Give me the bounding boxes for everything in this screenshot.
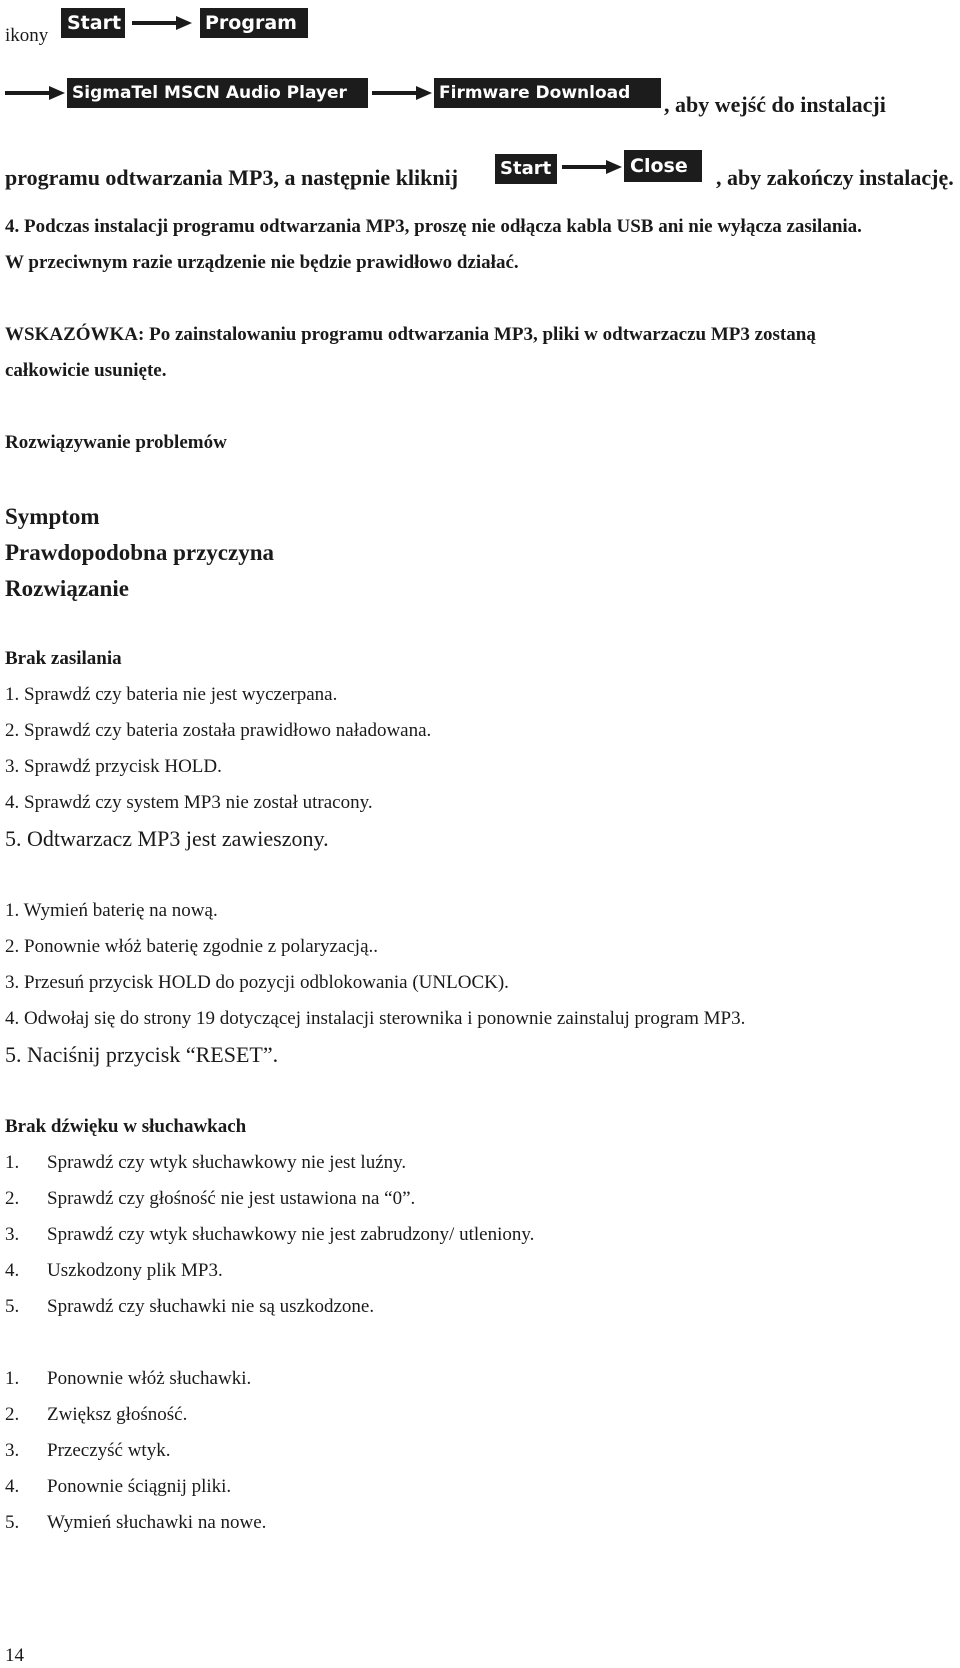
intro-after-close-text: , aby zakończy instalację.	[716, 165, 954, 190]
column-solution: Rozwiązanie	[5, 576, 129, 601]
page-number: 14	[5, 1645, 24, 1666]
start-menu-label-2: Start	[500, 158, 552, 179]
tip-line2: całkowicie usunięte.	[5, 360, 167, 381]
step4-line1: 4. Podczas instalacji programu odtwarzania MP3, proszę nie odłącza kabla USB ani nie wyłącza zasilania.	[5, 216, 862, 237]
troubleshooting-title: Rozwiązywanie problemów	[5, 432, 227, 453]
program-menu-image	[200, 8, 308, 38]
no-power-cause: 3. Sprawdź przycisk HOLD.	[5, 756, 222, 777]
item-text: Ponownie włóż słuchawki.	[47, 1368, 252, 1389]
item-number: 3.	[5, 1224, 20, 1245]
column-cause: Prawdopodobna przyczyna	[5, 540, 274, 565]
no-power-solution: 5. Naciśnij przycisk “RESET”.	[5, 1042, 279, 1067]
no-sound-cause	[5, 1224, 534, 1246]
step4-line2: W przeciwnym razie urządzenie nie będzie prawidłowo działać.	[5, 252, 519, 273]
arrow-right-icon	[562, 158, 624, 176]
no-power-cause: 1. Sprawdź czy bateria nie jest wyczerpana.	[5, 684, 338, 705]
item-text: Wymień słuchawki na nowe.	[47, 1512, 267, 1533]
no-sound-solution	[5, 1512, 266, 1534]
no-sound-cause	[5, 1296, 374, 1318]
no-power-solution: 4. Odwołaj się do strony 19 dotyczącej instalacji sterownika i ponownie zainstaluj program MP3.	[5, 1008, 746, 1029]
no-sound-solution	[5, 1368, 251, 1390]
item-number: 4.	[5, 1476, 20, 1497]
no-power-solution: 2. Ponownie włóż baterię zgodnie z polaryzacją..	[5, 936, 378, 957]
item-number: 5.	[5, 1296, 20, 1317]
no-power-cause: 4. Sprawdź czy system MP3 nie został utracony.	[5, 792, 373, 813]
no-power-solution: 1. Wymień baterię na nową.	[5, 900, 218, 921]
no-sound-solution	[5, 1440, 170, 1462]
arrow-right-icon	[5, 84, 67, 102]
start-menu-label: Start	[67, 12, 122, 34]
no-power-cause: 2. Sprawdź czy bateria została prawidłowo naładowana.	[5, 720, 432, 741]
item-text: Zwiększ głośność.	[47, 1404, 188, 1425]
no-sound-cause	[5, 1188, 415, 1210]
intro-after-firmware-text: , aby wejść do instalacji	[664, 92, 886, 117]
item-number: 5.	[5, 1512, 20, 1533]
item-text: Ponownie ściągnij pliki.	[47, 1476, 232, 1497]
item-number: 2.	[5, 1404, 20, 1425]
item-number: 1.	[5, 1368, 20, 1389]
item-text: Uszkodzony plik MP3.	[47, 1260, 223, 1281]
arrow-right-icon	[372, 84, 434, 102]
intro-ikony-text: ikony	[5, 25, 49, 46]
item-text: Sprawdź czy wtyk słuchawkowy nie jest zabrudzony/ utleniony.	[47, 1224, 535, 1245]
no-sound-cause	[5, 1260, 223, 1282]
item-text: Sprawdź czy słuchawki nie są uszkodzone.	[47, 1296, 375, 1317]
no-sound-solution	[5, 1476, 231, 1498]
program-menu-label: Program	[205, 12, 297, 34]
no-power-title: Brak zasilania	[5, 648, 122, 669]
no-sound-solution	[5, 1404, 187, 1426]
intro-program-text: programu odtwarzania MP3, a następnie kliknij	[5, 165, 459, 190]
item-text: Sprawdź czy wtyk słuchawkowy nie jest luźny.	[47, 1152, 407, 1173]
sigmatel-menu-label: SigmaTel MSCN Audio Player	[72, 83, 347, 103]
item-number: 3.	[5, 1440, 20, 1461]
close-button-label: Close	[630, 155, 688, 177]
item-number: 1.	[5, 1152, 20, 1173]
start-menu-image	[61, 8, 125, 38]
no-power-solution: 3. Przesuń przycisk HOLD do pozycji odblokowania (UNLOCK).	[5, 972, 509, 993]
item-number: 2.	[5, 1188, 20, 1209]
item-text: Przeczyść wtyk.	[47, 1440, 171, 1461]
tip-line1: WSKAZÓWKA: Po zainstalowaniu programu odtwarzania MP3, pliki w odtwarzaczu MP3 zostaną	[5, 324, 816, 345]
start-menu-image-2	[495, 154, 557, 184]
firmware-menu-image	[434, 78, 661, 108]
sigmatel-menu-image	[67, 78, 368, 108]
firmware-menu-label: Firmware Download	[439, 83, 631, 103]
no-sound-cause	[5, 1152, 406, 1174]
item-text: Sprawdź czy głośność nie jest ustawiona na “0”.	[47, 1188, 416, 1209]
no-power-cause: 5. Odtwarzacz MP3 jest zawieszony.	[5, 826, 329, 851]
no-sound-title: Brak dźwięku w słuchawkach	[5, 1116, 247, 1137]
item-number: 4.	[5, 1260, 20, 1281]
arrow-right-icon	[132, 14, 194, 32]
close-button-image	[624, 150, 702, 182]
column-symptom: Symptom	[5, 504, 100, 529]
